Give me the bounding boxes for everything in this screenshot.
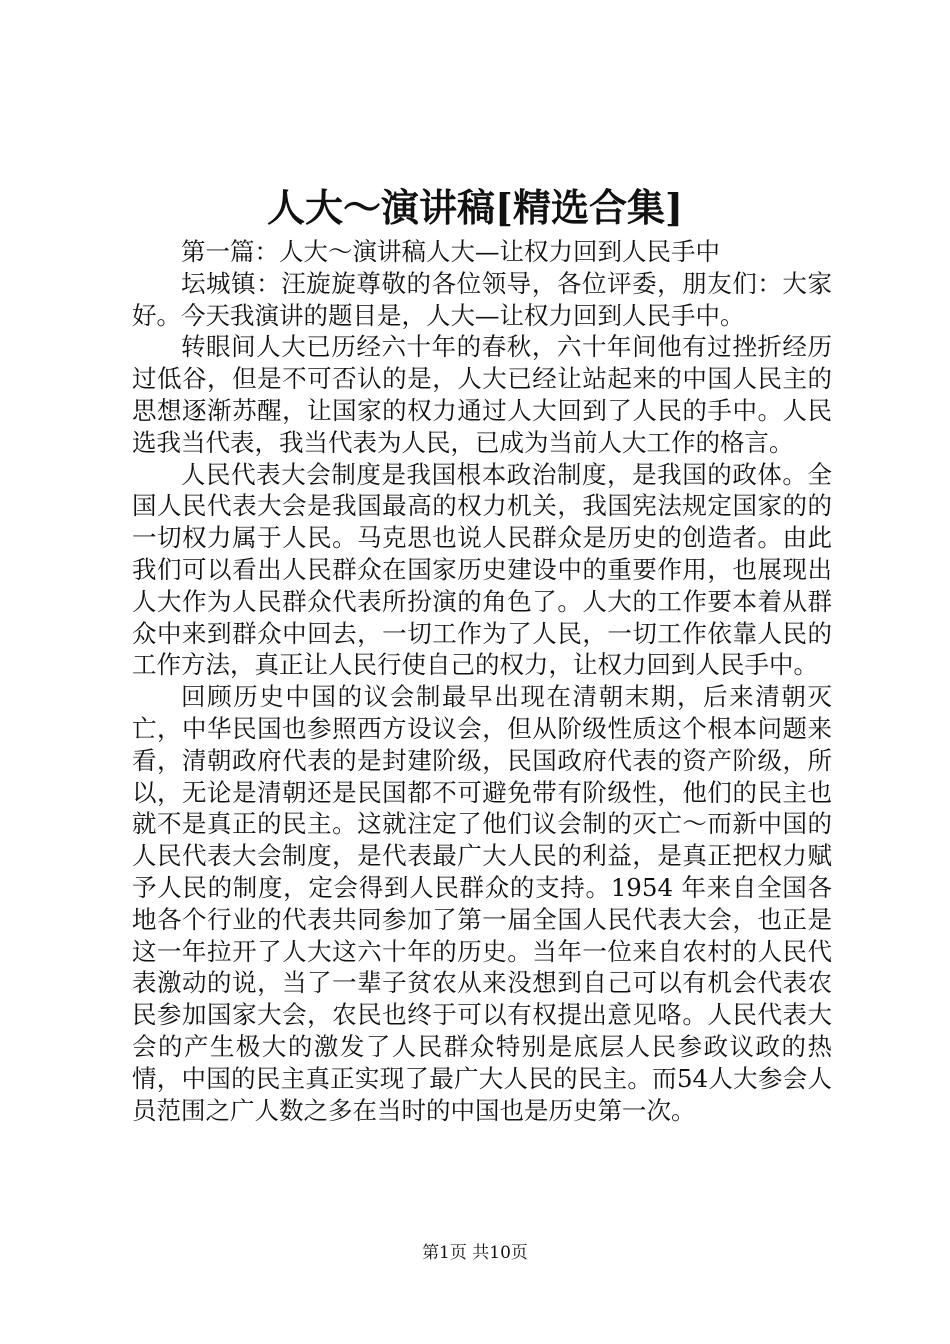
page-footer: 第1页 共10页 [422, 1243, 528, 1263]
paragraph: 转眼间人大已历经六十年的春秋，六十年间他有过挫折经历过低谷，但是不可否认的是，人大已经让站起来的中国人民主的思想逐渐苏醒，让国家的权力通过人大回到了人民的手中。人民选我当代表，我当代表为人民，已成为当前人大工作的格言。 [132, 332, 832, 457]
document-title: 人大～演讲稿[精选合集] [267, 185, 683, 230]
document-body [132, 236, 832, 1126]
paragraph-greeting: 坛城镇：汪旋旋尊敬的各位领导，各位评委，朋友们：大家好。今天我演讲的题目是，人大—让权力回到人民手中。 [132, 268, 832, 330]
paragraph: 回顾历史中国的议会制最早出现在清朝末期，后来清朝灭亡，中华民国也参照西方设议会，但从阶级性质这个根本问题来看，清朝政府代表的是封建阶级，民国政府代表的资产阶级，所以，无论是清朝还是民国都不可避免带有阶级性，他们的民主也就不是真正的民主。这就注定了他们议会制的灭亡～而新中国的人民代表大会制度，是代表最广大人民的利益，是真正把权力赋予人民的制度，定会得到人民群众的支持。1954 年来自全国各地各个行业的代表共同参加了第一届全国人民代表大会，也正是这一年拉开了人大这六十年的历史。当年一位来自农村的人民代表激动的说，当了一辈子贫农从来没想到自己可以有机会代表农民参加国家大会，农民也终于可以有权提出意见咯。人民代表大会的产生极大的激发了人民群众特别是底层人民参政议政的热情，中国的民主真正实现了最广大人民的民主。而54人大参会人员范围之广人数之多在当时的中国也是历史第一次。 [132, 682, 832, 1125]
paragraph-heading: 第一篇：人大～演讲稿人大—让权力回到人民手中 [181, 237, 720, 266]
paragraph: 人民代表大会制度是我国根本政治制度，是我国的政体。全国人民代表大会是我国最高的权力机关，我国宪法规定国家的的一切权力属于人民。马克思也说人民群众是历史的创造者。由此我们可以看出人民群众在国家历史建设中的重要作用，也展现出人大作为人民群众代表所扮演的角色了。人大的工作要本着从群众中来到群众中回去，一切工作为了人民，一切工作依靠人民的工作方法，真正让人民行使自己的权力，让权力回到人民手中。 [132, 459, 832, 680]
